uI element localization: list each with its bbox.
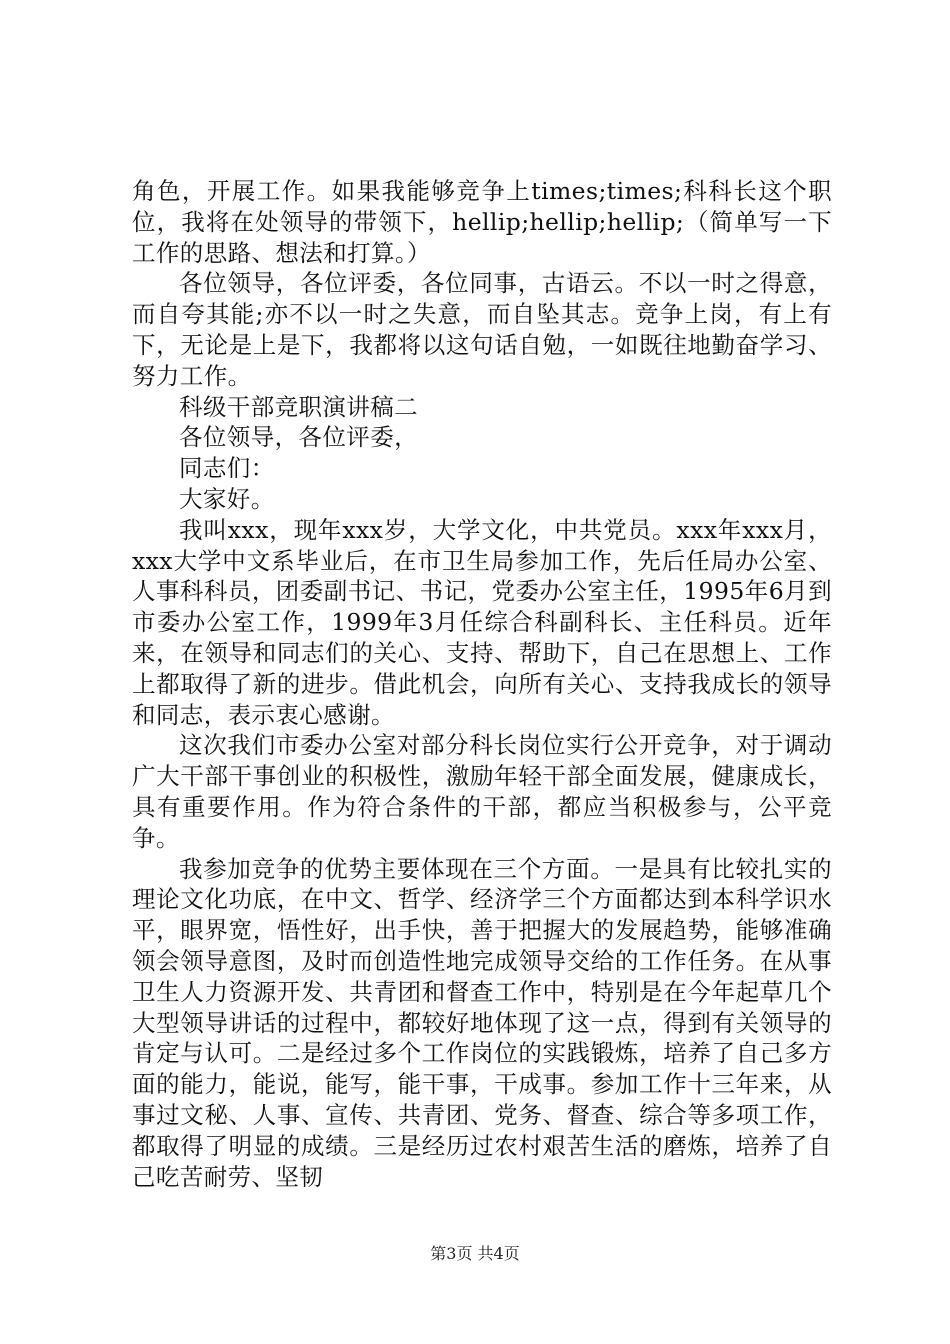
section-heading: 科级干部竞职演讲稿二	[179, 392, 418, 421]
paragraph: 这次我们市委办公室对部分科长岗位实行公开竞争，对于调动广大干部干事创业的积极性，激励年轻干部全面发展，健康成长，具有重要作用。作为符合条件的干部，都应当积极参与，公平竞争。	[132, 731, 832, 852]
paragraph: 各位领导，各位评委，各位同事，古语云。不以一时之得意，而自夸其能;亦不以一时之失意，而自坠其志。竞争上岗，有上有下，无论是上是下，我都将以这句话自勉，一如既往地勤奋学习、努力工作。	[132, 269, 832, 390]
paragraph: 我叫xxx，现年xxx岁，大学文化，中共党员。xxx年xxx月，xxx大学中文系毕业后，在市卫生局参加工作，先后任局办公室、人事科科员，团委副书记、书记，党委办公室主任，1995年6月到市委办公室工作，1999年3月任综合科副科长、主任科员。近年来，在领导和同志们的关心、支持、帮助下，自己在思想上、工作上都取得了新的进步。借此机会，向所有关心、支持我成长的领导和同志，表示衷心感谢。	[132, 515, 832, 729]
salutation: 各位领导，各位评委，	[179, 423, 418, 452]
greeting: 大家好。	[179, 484, 275, 513]
paragraph: 我参加竞争的优势主要体现在三个方面。一是具有比较扎实的理论文化功底，在中文、哲学、经济学三个方面都达到本科学识水平，眼界宽，悟性好，出手快，善于把握大的发展趋势，能够准确领会领导意图，及时而创造性地完成领导交给的工作任务。在从事卫生人力资源开发、共青团和督查工作中，特别是在今年起草几个大型领导讲话的过程中，都较好地体现了这一点，得到有关领导的肯定与认可。二是经过多个工作岗位的实践锻炼，培养了自己多方面的能力，能说，能写，能干事，干成事。参加工作十三年来，从事过文秘、人事、宣传、共青团、党务、督查、综合等多项工作，都取得了明显的成绩。三是经历过农村艰苦生活的磨炼，培养了自己吃苦耐劳、坚韧	[132, 854, 832, 1191]
salutation: 同志们：	[179, 454, 275, 483]
page-number-footer: 第3页 共4页	[430, 1244, 520, 1263]
paragraph-continuation: 角色，开展工作。如果我能够竞争上times;times;科科长这个职位，我将在处领导的带领下，hellip;hellip;hellip;（简单写一下工作的思路、想法和打算。）	[132, 177, 832, 267]
document-body	[132, 176, 832, 1192]
